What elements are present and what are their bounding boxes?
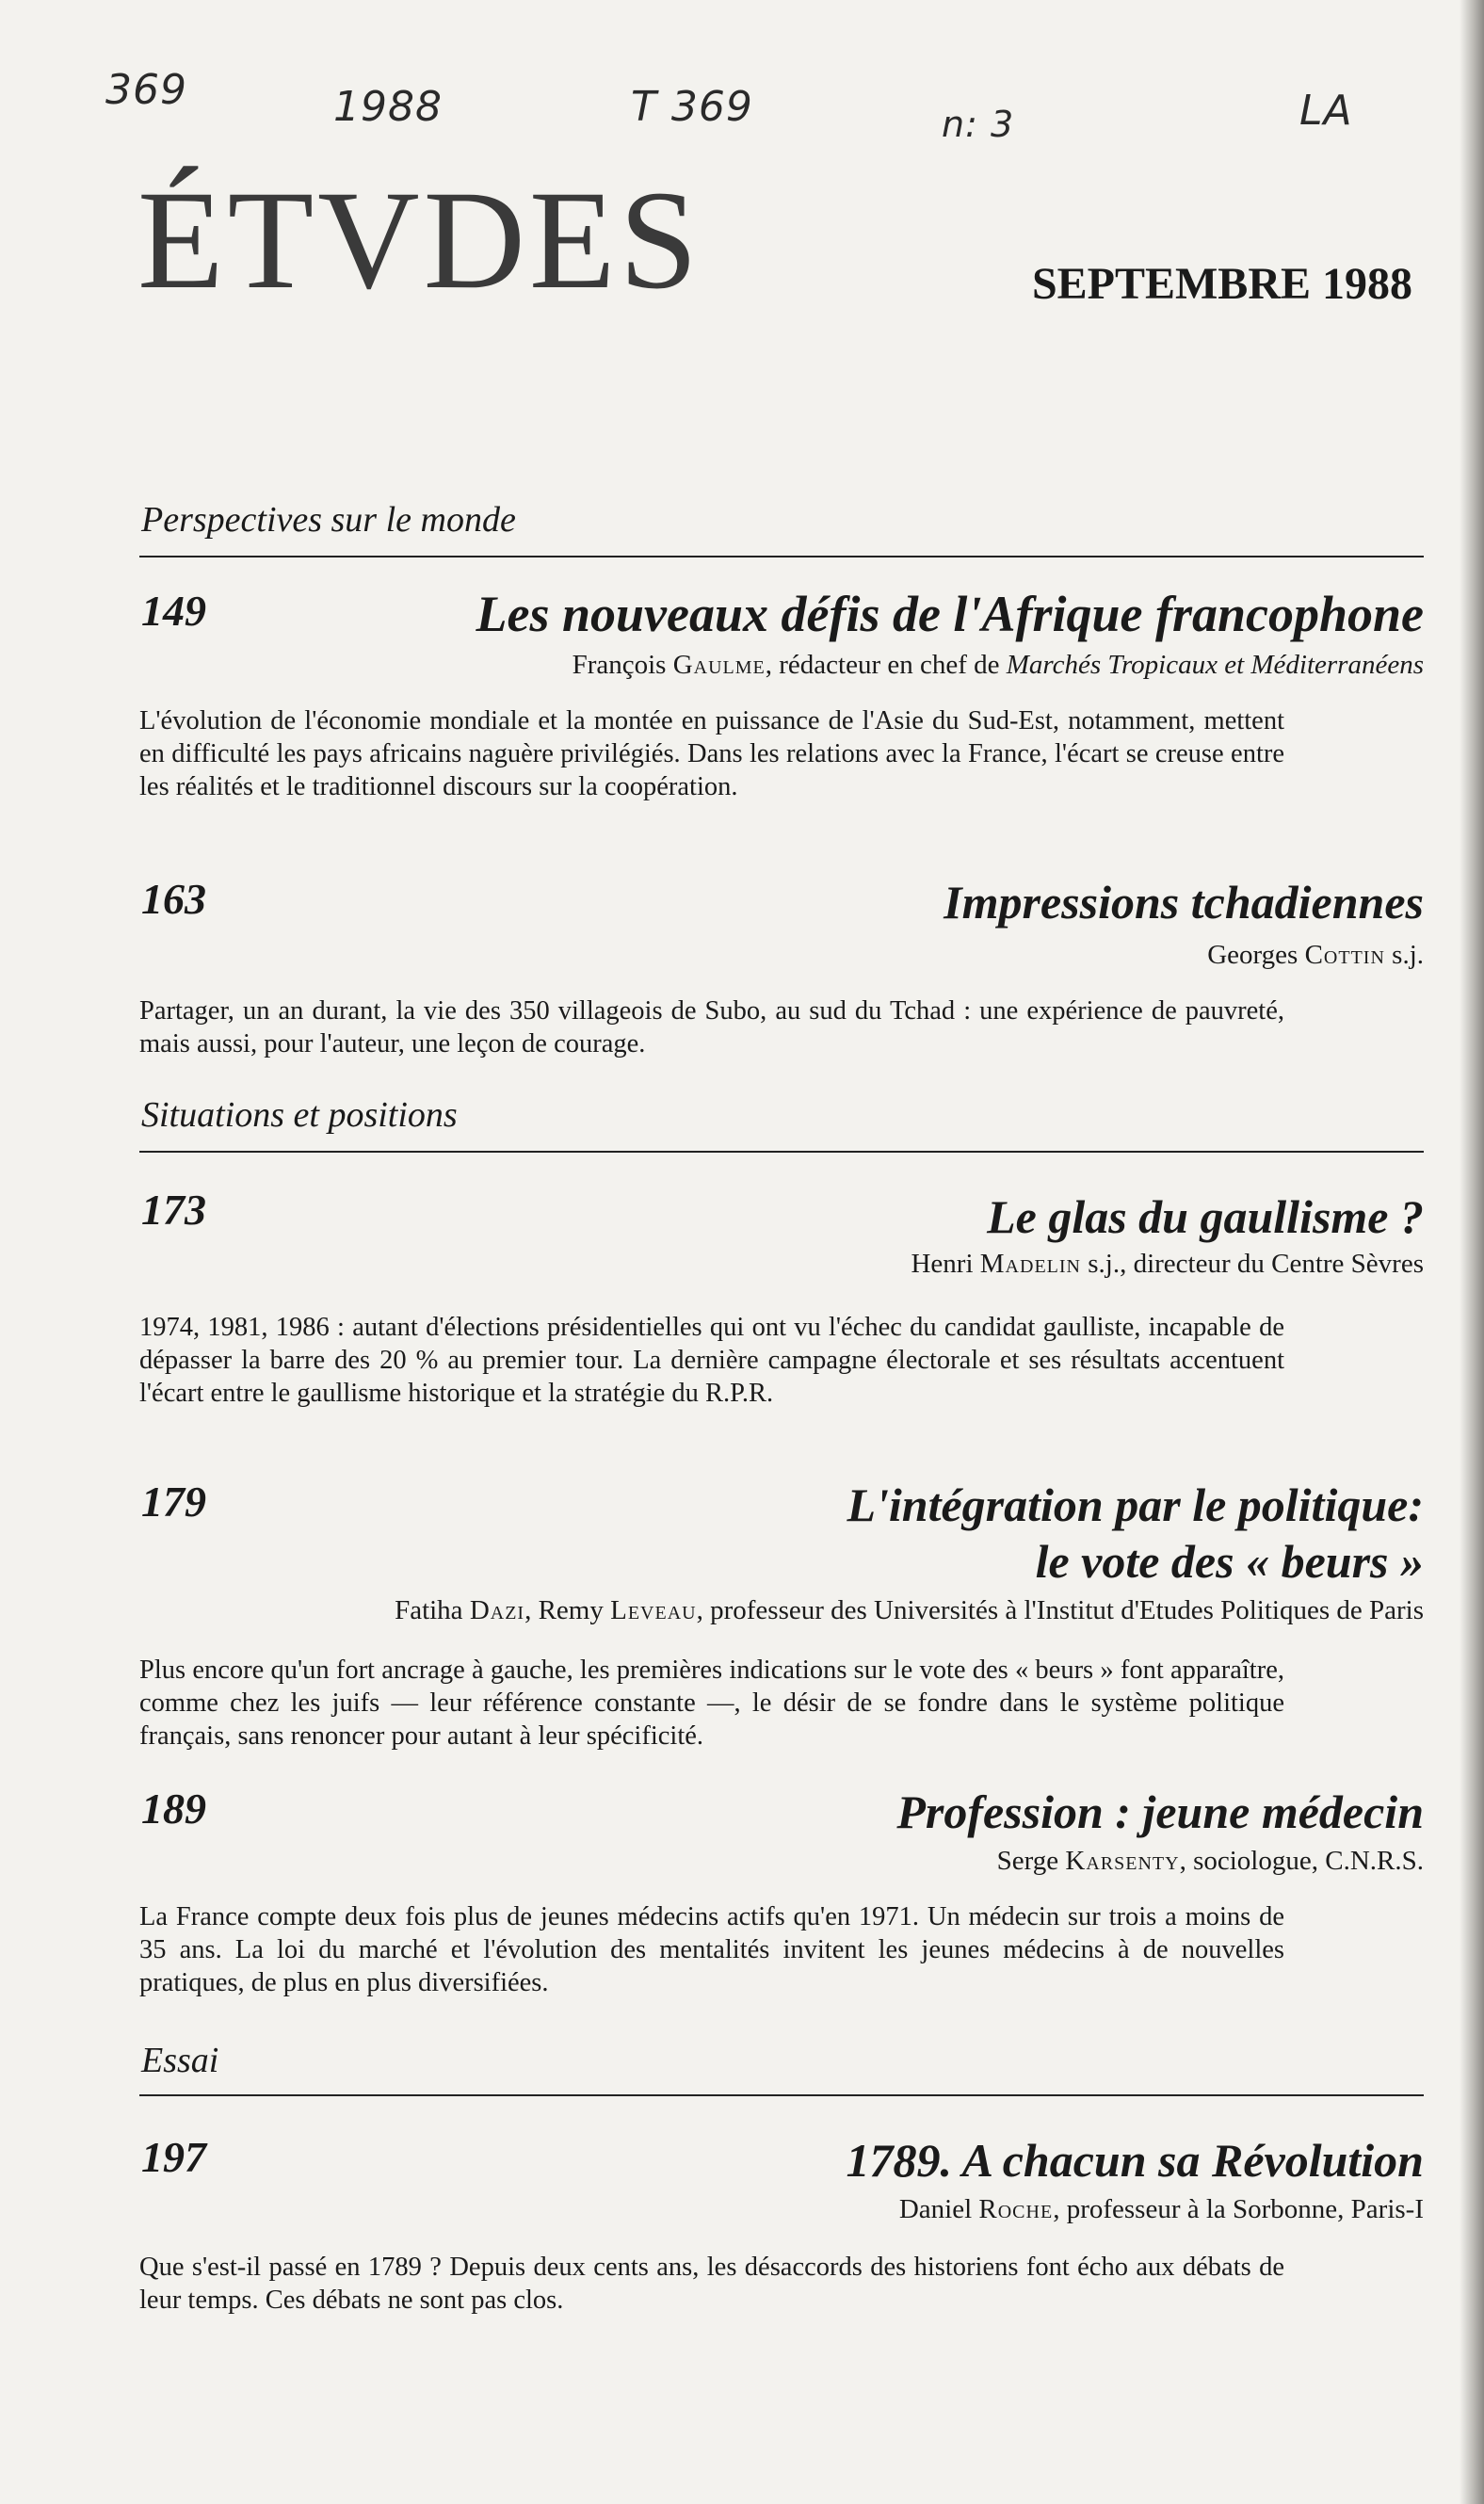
article-author [1207,940,1424,971]
article-author [899,2194,1424,2225]
author-publication: Marchés Tropicaux et Méditerranéens [1006,650,1424,680]
article-title: Impressions tchadiennes [944,876,1424,929]
article-title: 1789. A chacun sa Révolution [846,2134,1424,2187]
article-title: Profession : jeune médecin [896,1785,1424,1838]
page-edge-shadow [1460,0,1484,2504]
journal-masthead: ÉTVDES [137,162,702,318]
section-heading: Perspectives sur le monde [141,500,516,540]
author-given-name-2: , Remy [524,1595,604,1625]
page-number: 149 [141,587,206,635]
section-heading: Essai [141,2041,219,2080]
author-surname: Karsenty [1065,1846,1180,1876]
page-number: 197 [141,2133,206,2181]
article-author [997,1846,1424,1877]
page-number: 173 [141,1186,206,1234]
article-summary: Que s'est-il passé en 1789 ? Depuis deux cents ans, les désaccords des historiens font écho aux débats de leur temps. Ces débats ne sont pas clos. [139,2253,1284,2315]
article-title-line-1: L'intégration par le politique: [847,1478,1424,1531]
page-number: 179 [141,1478,206,1526]
handwritten-note: n: 3 [942,104,1015,145]
author-surname-2: Leveau [610,1595,697,1625]
author-given-name: Serge [996,1846,1059,1876]
handwritten-note: 369 [105,66,187,114]
author-role: , rédacteur en chef de [765,650,1000,680]
article-summary: 1974, 1981, 1986 : autant d'élections présidentielles qui ont vu l'échec du candidat gaulliste, incapable de dépasser la barre des 20 % au premier tour. La dernière campagne électorale et ses résultats accentuent l'écart entre le gaullisme historique et la stratégie du R.P.R. [139,1313,1284,1408]
article-title-line-2: le vote des « beurs » [1035,1535,1424,1588]
article-author [573,650,1424,681]
article-title: Les nouveaux défis de l'Afrique francophone [476,586,1424,642]
section-divider [139,556,1424,557]
author-surname: Roche [978,2194,1054,2224]
handwritten-note: 1988 [333,83,443,131]
section-divider [139,1151,1424,1153]
author-given-name: Henri [911,1249,974,1279]
article-summary: L'évolution de l'économie mondiale et la montée en puissance de l'Asie du Sud-Est, notamment, mettent en difficulté les pays africains naguère privilégiés. Dans les relations avec la France, l'écart se creuse entre les réalités et le traditionnel discours sur la coopération. [139,706,1284,801]
page-number: 189 [141,1785,206,1833]
author-surname: Cottin [1304,940,1385,970]
author-given-name: Fatiha [395,1595,463,1625]
article-summary: Plus encore qu'un fort ancrage à gauche, les premières indications sur le vote des « beurs » font apparaître, comme chez les juifs — leur référence constante —, le désir de se fondre dans le système politique français, sans renoncer pour autant à leur spécificité. [139,1656,1284,1751]
author-role: , professeur des Universités à l'Institut d'Etudes Politiques de Paris [696,1595,1424,1625]
author-surname: Dazi [469,1595,525,1625]
article-author [395,1595,1424,1626]
author-surname: Gaulme [672,650,766,680]
section-divider [139,2094,1424,2096]
article-author [911,1249,1424,1280]
author-role: , sociologue, C.N.R.S. [1179,1846,1424,1876]
author-given-name: Georges [1207,940,1298,970]
section-heading: Situations et positions [141,1095,458,1135]
page-number: 163 [141,875,206,923]
bleed-through-text [716,160,737,257]
author-surname: Madelin [979,1249,1081,1279]
article-summary: Partager, un an durant, la vie des 350 villageois de Subo, au sud du Tchad : une expérience de pauvreté, mais aussi, pour l'auteur, une leçon de courage. [139,996,1284,1058]
handwritten-note: LA [1299,87,1353,135]
author-role: s.j. [1384,940,1424,970]
author-given-name: Daniel [898,2194,973,2224]
article-title: Le glas du gaullisme ? [987,1190,1424,1243]
author-given-name: François [572,650,667,680]
author-role: s.j., directeur du Centre Sèvres [1080,1249,1424,1279]
author-role: , professeur à la Sorbonne, Paris-I [1053,2194,1424,2224]
handwritten-note: T 369 [631,83,753,131]
issue-date: SEPTEMBRE 1988 [1031,259,1412,309]
article-summary: La France compte deux fois plus de jeunes médecins actifs qu'en 1971. Un médecin sur trois a moins de 35 ans. La loi du marché et l'évolution des mentalités invitent les jeunes médecins à de nouvelles pratiques, de plus en plus diversifiées. [139,1902,1284,1997]
